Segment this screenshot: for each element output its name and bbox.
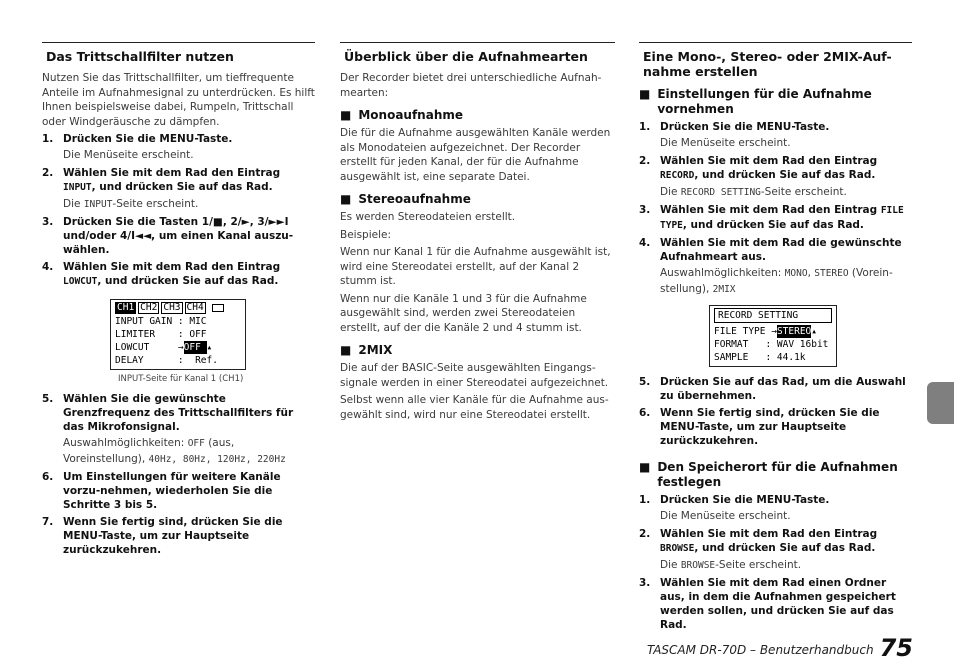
screen-row-sample: SAMPLE : 44.1k	[714, 352, 806, 363]
section-title: Eine Mono-, Stereo- oder 2MIX-Auf-nahme erstellen	[643, 49, 892, 79]
scroll-up-icon: ▴	[206, 342, 213, 353]
screen-caption: INPUT-Seite für Kanal 1 (CH1)	[118, 374, 244, 384]
step-b3: 3. Wählen Sie mit dem Rad einen Ordner aus, in dem die Aufnahmen gespeichert werden sollen, und drücken Sie auf das Rad.	[639, 577, 896, 631]
step-b1: 1. Drücken Sie die MENU-Taste.	[639, 494, 830, 506]
tab-ch2: CH2	[140, 302, 158, 313]
screen-header: RECORD SETTING	[714, 308, 832, 323]
step-a2-result: Die RECORD SETTING-Seite erscheint.	[660, 185, 847, 198]
step-b1-result: Die Menüseite erscheint.	[660, 510, 791, 522]
step-3: 3. Drücken Sie die Tasten 1/■, 2/►, 3/►►I und/oder 4/I◄◄, um einen Kanal auszu-wählen.	[42, 216, 294, 256]
mix-text-1: Die auf der BASIC-Seite ausgewählten Eingangs-signale werden in einer Stereodatei aufgezeichnet.	[340, 362, 609, 389]
step-b2-result: Die BROWSE-Seite erscheint.	[660, 558, 802, 571]
step-a4-options: Auswahlmöglichkeiten: MONO, STEREO (Vorein-stellung), 2MIX	[660, 267, 893, 295]
tab-ch3: CH3	[163, 302, 181, 313]
subheading-2mix: ■ 2MIX	[340, 343, 393, 357]
mix-text-2: Selbst wenn alle vier Kanäle für die Aufnahme aus-gewählt sind, wird nur eine Stereodatei erstellt.	[340, 394, 609, 421]
step-a3: 3. Wählen Sie mit dem Rad den Eintrag FILE TYPE, und drücken Sie auf das Rad.	[639, 204, 904, 231]
section-rule	[340, 42, 615, 43]
stereo-text-4: Wenn nur die Kanäle 1 und 3 für die Aufnahme ausgewählt sind, werden zwei Stereodateien erstellt, auf der die Kanäle 2 und 4 stumm ist.	[340, 292, 587, 334]
screen-row-format: FORMAT : WAV 16bit	[714, 339, 829, 350]
screen-row-limiter: LIMITER : OFF	[115, 329, 207, 340]
stereo-text-3: Wenn nur Kanal 1 für die Aufnahme ausgewählt ist, wird eine Stereodatei erstellt, auf der Kanal 2 stumm ist.	[340, 246, 611, 287]
screen-row-gain: INPUT GAIN : MIC	[115, 316, 207, 327]
intro-text: Nutzen Sie das Trittschallfilter, um tieffrequente Anteile im Aufnahmesignal zu unterdrücken. Es hilft Ihnen beispielsweise dabei, Rumpeln, Trittschall oder Windgeräusche zu dämpfen.	[42, 72, 315, 128]
step-4: 4. Wählen Sie mit dem Rad den Eintrag LOWCUT, und drücken Sie auf das Rad.	[42, 261, 281, 287]
subheading-settings: ■ Einstellungen für die Aufnahme vornehmen	[639, 87, 872, 116]
intro-text: Der Recorder bietet drei unterschiedliche Aufnah-mearten:	[340, 72, 602, 99]
arrow-right-icon: →	[177, 342, 184, 353]
screen-row-lowcut: LOWCUT → OFF ▴	[115, 342, 213, 353]
record-setting-screen	[709, 305, 837, 367]
section-rule	[42, 42, 315, 43]
step-5-options: Auswahlmöglichkeiten: OFF (aus, Voreinstellung), 40Hz, 80Hz, 120Hz, 220Hz	[63, 437, 286, 465]
step-7: 7. Wenn Sie fertig sind, drücken Sie die MENU-Taste, um zur Hauptseite zurückzukehren.	[42, 516, 283, 556]
step-a6: 6. Wenn Sie fertig sind, drücken Sie die MENU-Taste, um zur Hauptseite zurückzukehren.	[639, 407, 880, 447]
step-6: 6. Um Einstellungen für weitere Kanäle vorzu-nehmen, wiederholen Sie die Schritte 3 bis 5.	[42, 471, 281, 511]
input-screen	[110, 299, 246, 370]
step-b2: 2. Wählen Sie mit dem Rad den Eintrag BROWSE, und drücken Sie auf das Rad.	[639, 527, 878, 554]
column-create-recording	[639, 42, 912, 632]
square-bullet-icon: ■	[340, 108, 352, 122]
square-bullet-icon: ■	[340, 343, 352, 357]
stereo-text-2: Beispiele:	[340, 228, 392, 241]
screen-row-filetype: FILE TYPE → STEREO ▴	[714, 326, 817, 337]
step-a5: 5. Drücken Sie auf das Rad, um die Auswahl zu übernehmen.	[639, 376, 906, 402]
step-2-result: Die INPUT-Seite erscheint.	[63, 197, 199, 210]
manual-title: TASCAM DR-70D – Benutzerhandbuch	[646, 643, 874, 657]
tab-ch1: CH1	[117, 302, 135, 313]
step-2: 2. Wählen Sie mit dem Rad den Eintrag INPUT, und drücken Sie auf das Rad.	[42, 166, 281, 193]
step-a1-result: Die Menüseite erscheint.	[660, 137, 791, 149]
chapter-thumb-tab	[927, 382, 954, 424]
step-1: 1. Drücken Sie die MENU-Taste.	[42, 133, 233, 145]
section-title: Überblick über die Aufnahmearten	[344, 49, 588, 64]
step-5: 5. Wählen Sie die gewünschte Grenzfrequenz des Trittschallfilters für das Mikrofonsignal.	[42, 393, 294, 433]
screen-row-delay: DELAY : Ref.	[115, 355, 218, 366]
subheading-stereo: ■ Stereoaufnahme	[340, 192, 471, 206]
section-title: Das Trittschallfilter nutzen	[46, 49, 234, 64]
step-a1: 1. Drücken Sie die MENU-Taste.	[639, 121, 830, 133]
tab-ch4: CH4	[186, 302, 204, 313]
battery-icon	[212, 304, 224, 312]
page-number: 75	[879, 634, 913, 662]
stereo-text-1: Es werden Stereodateien erstellt.	[340, 211, 516, 223]
step-1-result: Die Menüseite erscheint.	[63, 149, 194, 161]
arrow-right-icon: →	[771, 326, 777, 337]
subheading-mono: ■ Monoaufnahme	[340, 108, 464, 122]
square-bullet-icon: ■	[340, 192, 352, 206]
mono-text: Die für die Aufnahme ausgewählten Kanäle werden als Monodateien aufgezeichnet. Der Recorder erstellt für jeden Kanal, der für die Aufnahme ausgewählt ist, eine separate Datei.	[340, 127, 611, 183]
column-lowcut	[42, 42, 315, 557]
step-a2: 2. Wählen Sie mit dem Rad den Eintrag RECORD, und drücken Sie auf das Rad.	[639, 154, 878, 181]
section-rule	[639, 42, 912, 43]
square-bullet-icon: ■	[639, 460, 651, 474]
column-recording-modes	[340, 42, 615, 425]
scroll-up-icon: ▴	[811, 326, 817, 337]
square-bullet-icon: ■	[639, 87, 651, 101]
subheading-storage: ■ Den Speicherort für die Aufnahmen festlegen	[639, 460, 898, 489]
step-a4: 4. Wählen Sie mit dem Rad die gewünschte Aufnahmeart aus.	[639, 237, 902, 263]
page-footer	[645, 636, 913, 660]
